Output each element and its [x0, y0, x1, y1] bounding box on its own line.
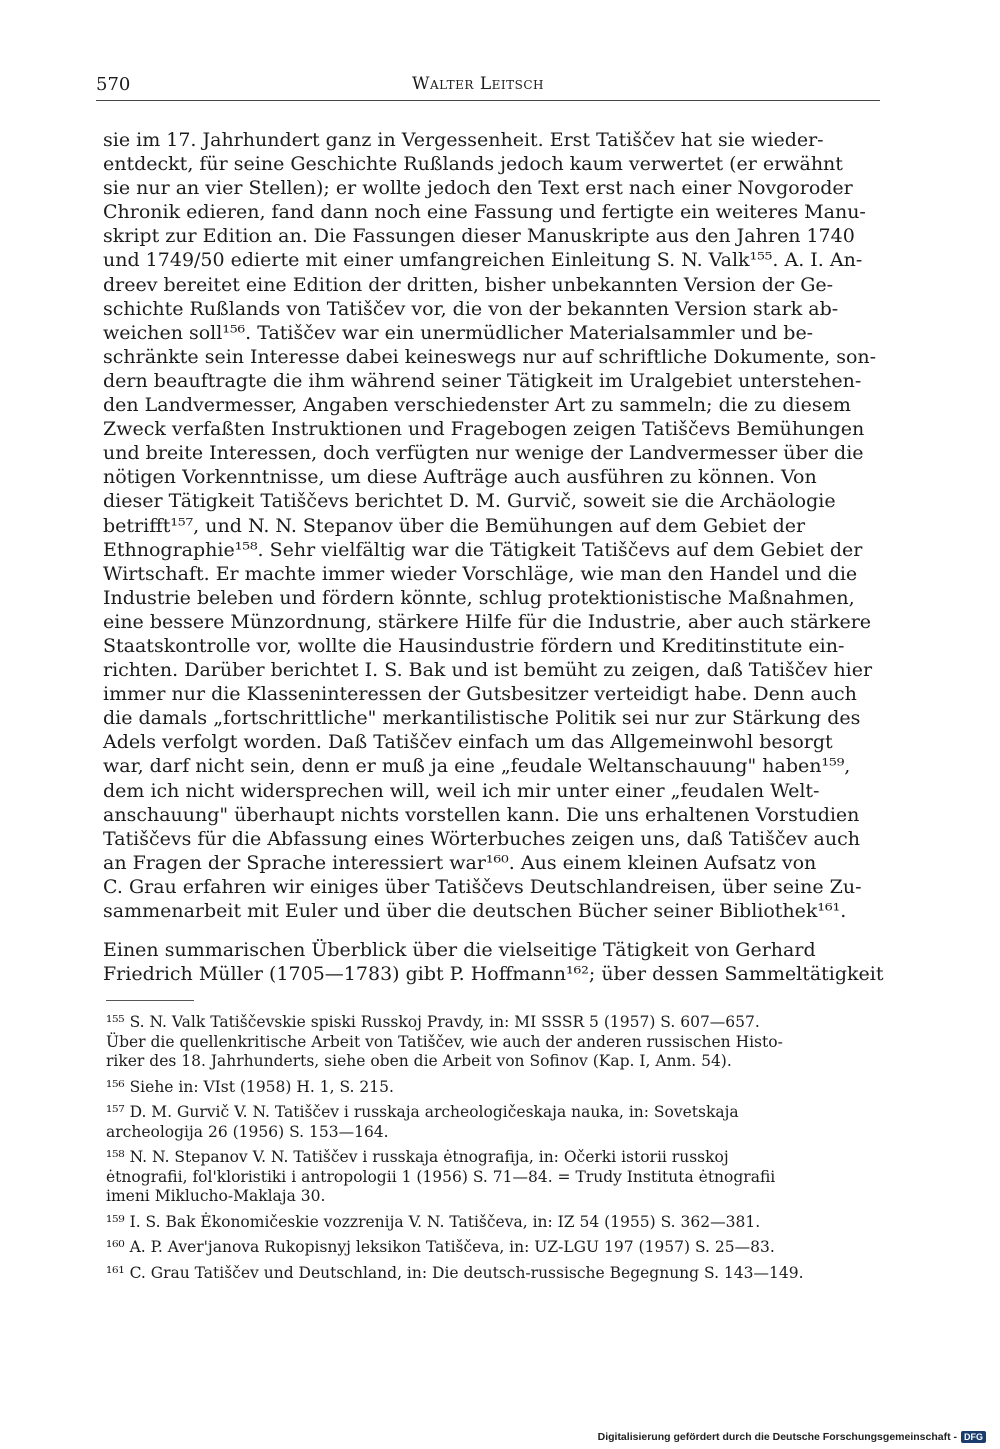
body-paragraph-1: sie im 17. Jahrhundert ganz in Vergessenheit. Erst Tatiščev hat sie wieder- entdeckt, für seine Geschichte Rußlands jedoch kaum verwertet (er erwähnt sie nur an vier Stellen); er wollte jedoch den Text erst nach einer Novgoroder Chronik edieren, fand dann noch eine Fassung und fertigte ein weiteres Manu- skript zur Edition an. Die Fassungen dieser Manuskripte aus den Jahren 1740 und 1749/50 edierte mit einer umfangreichen Einleitung S. N. Valk¹⁵⁵. A. I. An- dreev bereitet eine Edition der dritten, bisher unbekannten Version der Ge- schichte Rußlands von Tatiščev vor, die von der bekannten Version stark ab- weichen soll¹⁵⁶. Tatiščev war ein unermüdlicher Materialsammler und be- schränkte sein Interesse dabei keineswegs nur auf schriftliche Dokumente, son- dern beauftragte die ihm während seiner Tätigkeit im Uralgebiet unterstehen- den Landvermesser, Angaben verschiedenster Art zu sammeln; die zu diesem Zweck verfaßten Instruktionen und Fragebogen zeigen Tatiščevs Bemühungen und breite Interessen, doch verfügten nur wenige der Landvermesser über die nötigen Vorkenntnisse, um diese Aufträge auch ausführen zu können. Von dieser Tätigkeit Tatiščevs berichtet D. M. Gurvič, soweit sie die Archäologie betrifft¹⁵⁷, und N. N. Stepanov über die Bemühungen auf dem Gebiet der Ethnographie¹⁵⁸. Sehr vielfältig war die Tätigkeit Tatiščevs auf dem Gebiet der Wirtschaft. Er machte immer wieder Vorschläge, wie man den Handel und die Industrie beleben und fördern könnte, schlug protektionistische Maßnahmen, eine bessere Münzordnung, stärkere Hilfe für die Industrie, aber auch stärkere Staatskontrolle vor, wollte die Hausindustrie fördern und Kreditinstitute ein- richten. Darüber berichtet I. S. Bak und ist bemüht zu zeigen, daß Tatiščev hier immer nur die Klasseninteressen der Gutsbesitzer verteidigt habe. Denn auch die damals „fortschrittliche" merkantilistische Politik sei nur zur Stärkung des Adels verfolgt worden. Daß Tatiščev einfach um das Allgemeinwohl besorgt war, darf nicht sein, denn er muß ja eine „feudale Weltanschauung" haben¹⁵⁹, dem ich nicht widersprechen will, weil ich mir unter einer „feudalen Welt- anschauung" überhaupt nichts vorstellen kann. Die uns erhaltenen Vorstudien Tatiščevs für die Abfassung eines Wörterbuches zeigen uns, daß Tatiščev auch an Fragen der Sprache interessiert war¹⁶⁰. Aus einem kleinen Aufsatz von C. Grau erfahren wir einiges über Tatiščevs Deutschlandreisen, über seine Zu- sammenarbeit mit Euler und über die deutschen Bücher seiner Bibliothek¹⁶¹.	[103, 129, 877, 922]
footnote-160: ¹⁶⁰ A. P. Aver'janova Rukopisnyj leksikon Tatiščeva, in: UZ-LGU 197 (1957) S. 25—83.	[106, 1238, 775, 1256]
funding-banner	[598, 1431, 986, 1443]
body-paragraph-2: Einen summarischen Überblick über die vielseitige Tätigkeit von Gerhard Friedrich Müller (1705—1783) gibt P. Hoffmann¹⁶²; über dessen Sammeltätigkeit	[103, 939, 884, 986]
dfg-logo-icon: DFG	[961, 1431, 986, 1443]
footnote-divider	[106, 1000, 194, 1001]
page-number: 570	[96, 74, 131, 95]
footnote-161: ¹⁶¹ C. Grau Tatiščev und Deutschland, in: Die deutsch-russische Begegnung S. 143—149.	[106, 1263, 804, 1282]
footnote-157: ¹⁵⁷ D. M. Gurvič V. N. Tatiščev i russkaja archeologičeskaja nauka, in: Sovetskaja archeologija 26 (1956) S. 153—164.	[106, 1103, 739, 1141]
funding-banner-text: Digitalisierung gefördert durch die Deutsche Forschungsgemeinschaft -	[597, 1431, 957, 1443]
footnote-155: ¹⁵⁵ S. N. Valk Tatiščevskie spiski Russkoj Pravdy, in: MI SSSR 5 (1957) S. 607—657. Über die quellenkritische Arbeit von Tatiščev, wie auch der anderen russischen Histo- riker des 18. Jahrhunderts, siehe oben die Arbeit von Sofinov (Kap. I, Anm. 54).	[106, 1013, 783, 1070]
header-divider	[96, 100, 880, 101]
footnotes	[106, 1013, 892, 1289]
footnote-158: ¹⁵⁸ N. N. Stepanov V. N. Tatiščev i russkaja ėtnografija, in: Očerki istorii russkoj ėtnografii, fol'kloristiki i antropologii 1 (1956) S. 71—84. = Trudy Instituta ėtnografii imeni Miklucho-Maklaja 30.	[106, 1148, 776, 1205]
footnote-159: ¹⁵⁹ I. S. Bak Ėkonomičeskie vozzrenija V. N. Tatiščeva, in: IZ 54 (1955) S. 362—381.	[106, 1212, 761, 1231]
footnote-156: ¹⁵⁶ Siehe in: VIst (1958) H. 1, S. 215.	[106, 1077, 394, 1096]
running-head: Walter Leitsch	[412, 74, 544, 94]
